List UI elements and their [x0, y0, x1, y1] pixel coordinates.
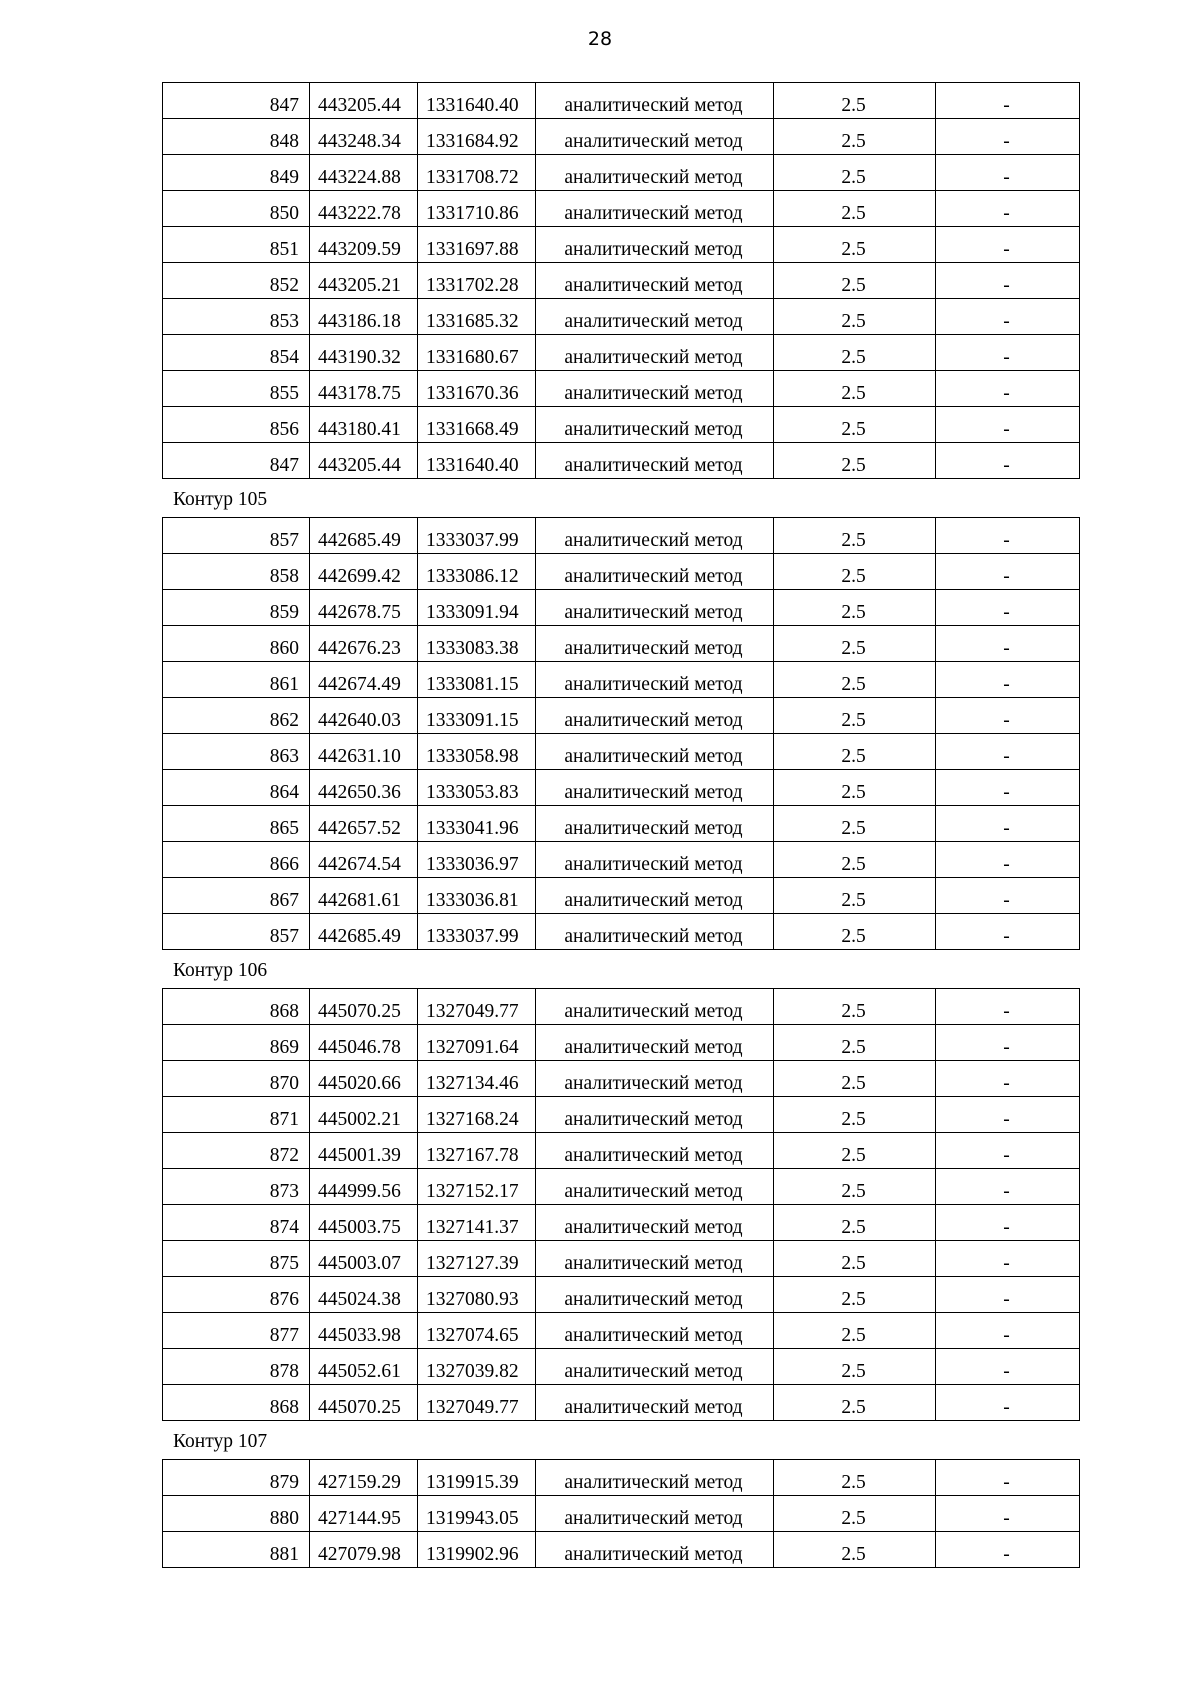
page-number: 28 — [587, 28, 613, 50]
contour-label: Контур 107 — [173, 1431, 268, 1452]
y-coordinate-cell: 1327091.64 — [418, 1025, 536, 1061]
point-number-cell: 873 — [163, 1169, 310, 1205]
point-number-cell: 852 — [163, 263, 310, 299]
accuracy-cell: 2.5 — [774, 83, 936, 119]
table-row — [163, 1313, 1080, 1349]
note-cell: - — [936, 1241, 1080, 1277]
point-number-cell: 880 — [163, 1496, 310, 1532]
accuracy-cell: 2.5 — [774, 1025, 936, 1061]
y-coordinate-cell: 1331685.32 — [418, 299, 536, 335]
table-row — [163, 626, 1080, 662]
method-cell: аналитический метод — [536, 989, 774, 1025]
note-cell: - — [936, 443, 1080, 479]
y-coordinate-cell: 1333037.99 — [418, 914, 536, 950]
y-coordinate-cell: 1333081.15 — [418, 662, 536, 698]
y-coordinate-cell: 1331680.67 — [418, 335, 536, 371]
table-row — [163, 1496, 1080, 1532]
point-number-cell: 860 — [163, 626, 310, 662]
table-row — [163, 155, 1080, 191]
table-row — [163, 842, 1080, 878]
note-cell: - — [936, 1313, 1080, 1349]
table-row — [163, 83, 1080, 119]
note-cell: - — [936, 806, 1080, 842]
point-number-cell: 858 — [163, 554, 310, 590]
note-cell: - — [936, 155, 1080, 191]
note-cell: - — [936, 407, 1080, 443]
y-coordinate-cell: 1327049.77 — [418, 1385, 536, 1421]
point-number-cell: 864 — [163, 770, 310, 806]
note-cell: - — [936, 1277, 1080, 1313]
y-coordinate-cell: 1331640.40 — [418, 83, 536, 119]
table-row — [163, 1205, 1080, 1241]
method-cell: аналитический метод — [536, 590, 774, 626]
note-cell: - — [936, 1532, 1080, 1568]
y-coordinate-cell: 1331708.72 — [418, 155, 536, 191]
point-number-cell: 869 — [163, 1025, 310, 1061]
y-coordinate-cell: 1333041.96 — [418, 806, 536, 842]
y-coordinate-cell: 1333091.15 — [418, 698, 536, 734]
table-row — [163, 989, 1080, 1025]
method-cell: аналитический метод — [536, 734, 774, 770]
table-row — [163, 878, 1080, 914]
point-number-cell: 847 — [163, 443, 310, 479]
accuracy-cell: 2.5 — [774, 1532, 936, 1568]
y-coordinate-cell: 1327074.65 — [418, 1313, 536, 1349]
x-coordinate-cell: 443180.41 — [310, 407, 418, 443]
point-number-cell: 859 — [163, 590, 310, 626]
accuracy-cell: 2.5 — [774, 335, 936, 371]
method-cell: аналитический метод — [536, 662, 774, 698]
point-number-cell: 878 — [163, 1349, 310, 1385]
x-coordinate-cell: 443205.44 — [310, 83, 418, 119]
note-cell: - — [936, 1169, 1080, 1205]
x-coordinate-cell: 442685.49 — [310, 518, 418, 554]
x-coordinate-cell: 443248.34 — [310, 119, 418, 155]
accuracy-cell: 2.5 — [774, 1169, 936, 1205]
x-coordinate-cell: 445033.98 — [310, 1313, 418, 1349]
point-number-cell: 850 — [163, 191, 310, 227]
method-cell: аналитический метод — [536, 1133, 774, 1169]
method-cell: аналитический метод — [536, 1460, 774, 1496]
accuracy-cell: 2.5 — [774, 590, 936, 626]
contour-label: Контур 105 — [173, 489, 268, 510]
accuracy-cell: 2.5 — [774, 698, 936, 734]
point-number-cell: 857 — [163, 914, 310, 950]
x-coordinate-cell: 443186.18 — [310, 299, 418, 335]
y-coordinate-cell: 1333086.12 — [418, 554, 536, 590]
table-row — [163, 806, 1080, 842]
table-row — [163, 1241, 1080, 1277]
method-cell: аналитический метод — [536, 842, 774, 878]
x-coordinate-cell: 445070.25 — [310, 989, 418, 1025]
y-coordinate-cell: 1319902.96 — [418, 1532, 536, 1568]
table-row — [163, 407, 1080, 443]
accuracy-cell: 2.5 — [774, 155, 936, 191]
note-cell: - — [936, 989, 1080, 1025]
method-cell: аналитический метод — [536, 1385, 774, 1421]
y-coordinate-cell: 1333036.97 — [418, 842, 536, 878]
method-cell: аналитический метод — [536, 554, 774, 590]
x-coordinate-cell: 442640.03 — [310, 698, 418, 734]
point-number-cell: 868 — [163, 989, 310, 1025]
method-cell: аналитический метод — [536, 1205, 774, 1241]
accuracy-cell: 2.5 — [774, 1061, 936, 1097]
table-row — [163, 371, 1080, 407]
x-coordinate-cell: 442674.49 — [310, 662, 418, 698]
y-coordinate-cell: 1327168.24 — [418, 1097, 536, 1133]
note-cell: - — [936, 83, 1080, 119]
coordinates-table — [162, 1459, 1080, 1568]
note-cell: - — [936, 842, 1080, 878]
accuracy-cell: 2.5 — [774, 662, 936, 698]
accuracy-cell: 2.5 — [774, 626, 936, 662]
accuracy-cell: 2.5 — [774, 1385, 936, 1421]
table-row — [163, 1349, 1080, 1385]
point-number-cell: 857 — [163, 518, 310, 554]
x-coordinate-cell: 427079.98 — [310, 1532, 418, 1568]
note-cell: - — [936, 1133, 1080, 1169]
method-cell: аналитический метод — [536, 407, 774, 443]
method-cell: аналитический метод — [536, 299, 774, 335]
method-cell: аналитический метод — [536, 914, 774, 950]
method-cell: аналитический метод — [536, 1313, 774, 1349]
note-cell: - — [936, 626, 1080, 662]
accuracy-cell: 2.5 — [774, 263, 936, 299]
table-row — [163, 1097, 1080, 1133]
y-coordinate-cell: 1327039.82 — [418, 1349, 536, 1385]
accuracy-cell: 2.5 — [774, 518, 936, 554]
note-cell: - — [936, 1349, 1080, 1385]
x-coordinate-cell: 442699.42 — [310, 554, 418, 590]
accuracy-cell: 2.5 — [774, 1241, 936, 1277]
table-row — [163, 1169, 1080, 1205]
x-coordinate-cell: 427144.95 — [310, 1496, 418, 1532]
y-coordinate-cell: 1327080.93 — [418, 1277, 536, 1313]
method-cell: аналитический метод — [536, 770, 774, 806]
method-cell: аналитический метод — [536, 119, 774, 155]
y-coordinate-cell: 1327152.17 — [418, 1169, 536, 1205]
table-row — [163, 191, 1080, 227]
table-row — [163, 1532, 1080, 1568]
note-cell: - — [936, 371, 1080, 407]
y-coordinate-cell: 1319915.39 — [418, 1460, 536, 1496]
note-cell: - — [936, 554, 1080, 590]
point-number-cell: 863 — [163, 734, 310, 770]
note-cell: - — [936, 878, 1080, 914]
accuracy-cell: 2.5 — [774, 554, 936, 590]
method-cell: аналитический метод — [536, 83, 774, 119]
table-row — [163, 1277, 1080, 1313]
table-row — [163, 518, 1080, 554]
table-row — [163, 734, 1080, 770]
y-coordinate-cell: 1333091.94 — [418, 590, 536, 626]
x-coordinate-cell: 442657.52 — [310, 806, 418, 842]
point-number-cell: 875 — [163, 1241, 310, 1277]
accuracy-cell: 2.5 — [774, 119, 936, 155]
contour-label: Контур 106 — [173, 960, 268, 981]
x-coordinate-cell: 444999.56 — [310, 1169, 418, 1205]
accuracy-cell: 2.5 — [774, 443, 936, 479]
note-cell: - — [936, 1025, 1080, 1061]
y-coordinate-cell: 1327167.78 — [418, 1133, 536, 1169]
method-cell: аналитический метод — [536, 1496, 774, 1532]
table-row — [163, 227, 1080, 263]
y-coordinate-cell: 1331668.49 — [418, 407, 536, 443]
x-coordinate-cell: 443209.59 — [310, 227, 418, 263]
note-cell: - — [936, 1460, 1080, 1496]
note-cell: - — [936, 263, 1080, 299]
note-cell: - — [936, 770, 1080, 806]
point-number-cell: 847 — [163, 83, 310, 119]
note-cell: - — [936, 1496, 1080, 1532]
table-row — [163, 554, 1080, 590]
table-row — [163, 119, 1080, 155]
point-number-cell: 849 — [163, 155, 310, 191]
accuracy-cell: 2.5 — [774, 806, 936, 842]
method-cell: аналитический метод — [536, 1277, 774, 1313]
point-number-cell: 877 — [163, 1313, 310, 1349]
note-cell: - — [936, 335, 1080, 371]
accuracy-cell: 2.5 — [774, 842, 936, 878]
y-coordinate-cell: 1331670.36 — [418, 371, 536, 407]
note-cell: - — [936, 734, 1080, 770]
accuracy-cell: 2.5 — [774, 989, 936, 1025]
accuracy-cell: 2.5 — [774, 878, 936, 914]
y-coordinate-cell: 1319943.05 — [418, 1496, 536, 1532]
point-number-cell: 851 — [163, 227, 310, 263]
method-cell: аналитический метод — [536, 1169, 774, 1205]
table-row — [163, 1133, 1080, 1169]
method-cell: аналитический метод — [536, 335, 774, 371]
x-coordinate-cell: 442676.23 — [310, 626, 418, 662]
method-cell: аналитический метод — [536, 698, 774, 734]
accuracy-cell: 2.5 — [774, 371, 936, 407]
method-cell: аналитический метод — [536, 443, 774, 479]
y-coordinate-cell: 1333083.38 — [418, 626, 536, 662]
note-cell: - — [936, 1385, 1080, 1421]
method-cell: аналитический метод — [536, 626, 774, 662]
x-coordinate-cell: 445052.61 — [310, 1349, 418, 1385]
method-cell: аналитический метод — [536, 1061, 774, 1097]
point-number-cell: 871 — [163, 1097, 310, 1133]
table-row — [163, 299, 1080, 335]
point-number-cell: 855 — [163, 371, 310, 407]
method-cell: аналитический метод — [536, 371, 774, 407]
y-coordinate-cell: 1331640.40 — [418, 443, 536, 479]
point-number-cell: 862 — [163, 698, 310, 734]
table-row — [163, 1061, 1080, 1097]
accuracy-cell: 2.5 — [774, 1133, 936, 1169]
table-row — [163, 770, 1080, 806]
x-coordinate-cell: 442681.61 — [310, 878, 418, 914]
note-cell: - — [936, 227, 1080, 263]
y-coordinate-cell: 1333036.81 — [418, 878, 536, 914]
x-coordinate-cell: 443205.21 — [310, 263, 418, 299]
accuracy-cell: 2.5 — [774, 914, 936, 950]
accuracy-cell: 2.5 — [774, 1496, 936, 1532]
x-coordinate-cell: 445001.39 — [310, 1133, 418, 1169]
method-cell: аналитический метод — [536, 518, 774, 554]
coordinates-document — [162, 82, 1079, 1568]
x-coordinate-cell: 443224.88 — [310, 155, 418, 191]
x-coordinate-cell: 442678.75 — [310, 590, 418, 626]
x-coordinate-cell: 443190.32 — [310, 335, 418, 371]
x-coordinate-cell: 445046.78 — [310, 1025, 418, 1061]
note-cell: - — [936, 590, 1080, 626]
point-number-cell: 854 — [163, 335, 310, 371]
note-cell: - — [936, 698, 1080, 734]
method-cell: аналитический метод — [536, 1097, 774, 1133]
y-coordinate-cell: 1327127.39 — [418, 1241, 536, 1277]
coordinates-table — [162, 82, 1080, 479]
point-number-cell: 872 — [163, 1133, 310, 1169]
method-cell: аналитический метод — [536, 1025, 774, 1061]
method-cell: аналитический метод — [536, 878, 774, 914]
x-coordinate-cell: 442631.10 — [310, 734, 418, 770]
note-cell: - — [936, 1061, 1080, 1097]
method-cell: аналитический метод — [536, 263, 774, 299]
point-number-cell: 876 — [163, 1277, 310, 1313]
accuracy-cell: 2.5 — [774, 1313, 936, 1349]
point-number-cell: 870 — [163, 1061, 310, 1097]
accuracy-cell: 2.5 — [774, 734, 936, 770]
note-cell: - — [936, 299, 1080, 335]
point-number-cell: 874 — [163, 1205, 310, 1241]
point-number-cell: 881 — [163, 1532, 310, 1568]
accuracy-cell: 2.5 — [774, 1097, 936, 1133]
accuracy-cell: 2.5 — [774, 1205, 936, 1241]
y-coordinate-cell: 1331702.28 — [418, 263, 536, 299]
x-coordinate-cell: 445003.07 — [310, 1241, 418, 1277]
point-number-cell: 865 — [163, 806, 310, 842]
accuracy-cell: 2.5 — [774, 770, 936, 806]
table-row — [163, 1025, 1080, 1061]
method-cell: аналитический метод — [536, 191, 774, 227]
table-row — [163, 443, 1080, 479]
y-coordinate-cell: 1333053.83 — [418, 770, 536, 806]
point-number-cell: 853 — [163, 299, 310, 335]
table-row — [163, 914, 1080, 950]
x-coordinate-cell: 445002.21 — [310, 1097, 418, 1133]
point-number-cell: 856 — [163, 407, 310, 443]
y-coordinate-cell: 1327049.77 — [418, 989, 536, 1025]
x-coordinate-cell: 445003.75 — [310, 1205, 418, 1241]
table-row — [163, 1460, 1080, 1496]
x-coordinate-cell: 445070.25 — [310, 1385, 418, 1421]
y-coordinate-cell: 1333037.99 — [418, 518, 536, 554]
point-number-cell: 879 — [163, 1460, 310, 1496]
note-cell: - — [936, 1205, 1080, 1241]
x-coordinate-cell: 442674.54 — [310, 842, 418, 878]
point-number-cell: 868 — [163, 1385, 310, 1421]
note-cell: - — [936, 1097, 1080, 1133]
note-cell: - — [936, 191, 1080, 227]
x-coordinate-cell: 442685.49 — [310, 914, 418, 950]
x-coordinate-cell: 443178.75 — [310, 371, 418, 407]
x-coordinate-cell: 443205.44 — [310, 443, 418, 479]
y-coordinate-cell: 1327134.46 — [418, 1061, 536, 1097]
x-coordinate-cell: 442650.36 — [310, 770, 418, 806]
accuracy-cell: 2.5 — [774, 227, 936, 263]
point-number-cell: 861 — [163, 662, 310, 698]
note-cell: - — [936, 662, 1080, 698]
point-number-cell: 866 — [163, 842, 310, 878]
table-row — [163, 662, 1080, 698]
table-row — [163, 335, 1080, 371]
method-cell: аналитический метод — [536, 806, 774, 842]
note-cell: - — [936, 119, 1080, 155]
table-row — [163, 263, 1080, 299]
method-cell: аналитический метод — [536, 227, 774, 263]
table-row — [163, 590, 1080, 626]
coordinates-table — [162, 517, 1080, 950]
accuracy-cell: 2.5 — [774, 1277, 936, 1313]
note-cell: - — [936, 914, 1080, 950]
method-cell: аналитический метод — [536, 155, 774, 191]
y-coordinate-cell: 1333058.98 — [418, 734, 536, 770]
x-coordinate-cell: 427159.29 — [310, 1460, 418, 1496]
method-cell: аналитический метод — [536, 1532, 774, 1568]
table-row — [163, 1385, 1080, 1421]
coordinates-table — [162, 988, 1080, 1421]
y-coordinate-cell: 1331684.92 — [418, 119, 536, 155]
y-coordinate-cell: 1331710.86 — [418, 191, 536, 227]
accuracy-cell: 2.5 — [774, 191, 936, 227]
accuracy-cell: 2.5 — [774, 407, 936, 443]
accuracy-cell: 2.5 — [774, 1460, 936, 1496]
x-coordinate-cell: 445024.38 — [310, 1277, 418, 1313]
method-cell: аналитический метод — [536, 1349, 774, 1385]
y-coordinate-cell: 1327141.37 — [418, 1205, 536, 1241]
point-number-cell: 848 — [163, 119, 310, 155]
accuracy-cell: 2.5 — [774, 1349, 936, 1385]
x-coordinate-cell: 445020.66 — [310, 1061, 418, 1097]
y-coordinate-cell: 1331697.88 — [418, 227, 536, 263]
method-cell: аналитический метод — [536, 1241, 774, 1277]
table-row — [163, 698, 1080, 734]
point-number-cell: 867 — [163, 878, 310, 914]
x-coordinate-cell: 443222.78 — [310, 191, 418, 227]
accuracy-cell: 2.5 — [774, 299, 936, 335]
note-cell: - — [936, 518, 1080, 554]
